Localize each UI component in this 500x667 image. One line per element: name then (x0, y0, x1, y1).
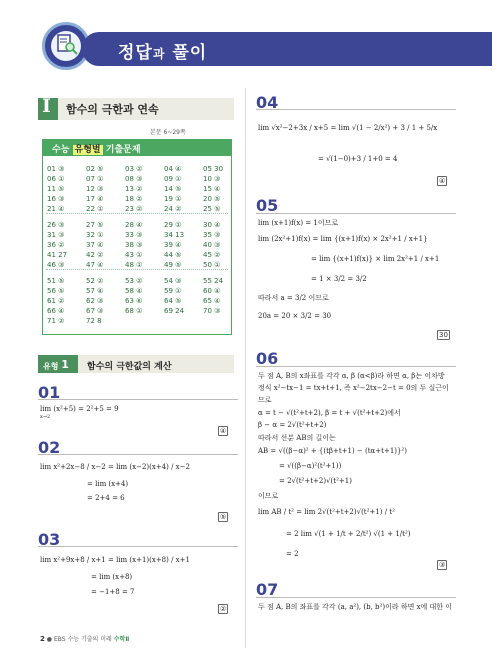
answer-cell: 07 ① (86, 175, 104, 183)
answer-cell: 48 ① (125, 261, 143, 269)
section-title: 함수의 극한과 연속 (66, 103, 159, 116)
answer-cell: 20 ⑤ (203, 195, 221, 203)
question-rule (38, 399, 238, 400)
answer-badge: 30 (439, 331, 448, 339)
answer-cell: 09 ① (164, 175, 182, 183)
answer-cell: 05 30 (203, 165, 224, 173)
answer-cell: 22 ① (86, 205, 104, 213)
question-number: 02 (38, 438, 61, 457)
answer-cell: 68 ① (125, 307, 143, 315)
page-reference: 본문 6~29쪽 (150, 129, 186, 136)
answer-cell: 19 ① (164, 195, 182, 203)
question-rule (38, 454, 238, 455)
solution-line: lim (2x²+1)f(x) = lim {(x+1)f(x) × 2x²+1 / x+1} (258, 235, 428, 243)
answer-cell: 06 ① (47, 175, 65, 183)
answer-cell: 37 ④ (86, 241, 104, 249)
answer-cell: 66 ④ (47, 307, 65, 315)
section-roman: I (42, 95, 51, 117)
answer-cell: 54 ③ (164, 277, 182, 285)
answer-cell: 50 ① (203, 261, 221, 269)
question-rule (256, 109, 456, 110)
solution-line: 두 점 A, B의 좌표를 각각 (a, a²), (b, b²)이라 하면 x에 대한 이 (258, 603, 453, 611)
answer-cell: 23 ② (125, 205, 143, 213)
solution-line: = √((β−α)²(t²+1)) (279, 462, 342, 470)
solution-line: lim x²+9x+8 / x+1 = lim (x+1)(x+8) / x+1 (40, 556, 190, 564)
answer-group-separator (46, 269, 228, 270)
answer-cell: 71 ② (47, 317, 65, 325)
solution-line: = 2 lim √(1 + 1/t + 2/t²) √(1 + 1/t²) (286, 530, 411, 538)
solution-line: = −1+8 = 7 (91, 588, 135, 596)
answer-panel-heading: 수능 유형별 기출문제 (42, 139, 232, 156)
answer-cell: 33 ③ (125, 231, 143, 239)
solution-line: lim AB / t² = lim 2√(t²+t+2)√(t²+1) / t² (258, 508, 395, 516)
answer-cell: 16 ③ (47, 195, 65, 203)
solution-line: 두 점 A, B의 x좌표를 각각 α, β (α<β)라 하면 α, β는 이차방 (258, 372, 445, 380)
solution-line: = lim {(x+1)f(x)} × lim 2x²+1 / x+1 (311, 255, 440, 263)
solution-line: lim x²+2x−8 / x−2 = lim (x−2)(x+4) / x−2 (40, 463, 190, 471)
answer-cell: 01 ③ (47, 165, 65, 173)
solution-line: = 2√(t²+t+2)√(t²+1) (279, 477, 352, 485)
answer-cell: 46 ③ (47, 261, 65, 269)
page-footer: 2 ● EBS 수능 기출의 미래 수학Ⅱ (40, 635, 130, 643)
answer-cell: 29 ① (164, 221, 182, 229)
solution-line: = lim (x+4) (87, 480, 129, 488)
answer-cell: 17 ④ (86, 195, 104, 203)
answer-cell: 24 ② (164, 205, 182, 213)
solution-line: = 2 (286, 550, 299, 558)
column-divider (245, 88, 246, 648)
solution-line: x→2 (40, 414, 51, 420)
type-tag: 유형 1 (38, 355, 78, 373)
solution-line: lim (x²+5) = 2²+5 = 9 (40, 405, 119, 413)
solution-line: = 1 × 3/2 = 3/2 (311, 275, 367, 283)
solution-line: 정식 x²−tx−1 = tx+t+1, 즉 x²−2tx−2−t = 0의 두 실근이 (258, 384, 449, 392)
question-rule (256, 597, 456, 598)
answer-cell: 62 ③ (86, 297, 104, 305)
answer-cell: 64 ⑤ (164, 297, 182, 305)
answer-cell: 14 ⑤ (164, 185, 182, 193)
answer-cell: 26 ③ (47, 221, 65, 229)
question-number: 03 (38, 530, 61, 549)
answer-badge: ④ (439, 177, 446, 185)
solution-line: 20a = 20 × 3/2 = 30 (258, 312, 332, 320)
answer-cell: 36 ② (47, 241, 65, 249)
answer-cell: 35 ③ (203, 231, 221, 239)
solution-line: lim (x+1)f(x) = 1이므로 (258, 219, 339, 227)
solution-line: α = t − √(t²+t+2), β = t + √(t²+t+2)에서 (258, 409, 401, 417)
solution-line: 따라서 a = 3/2 이므로 (258, 294, 329, 302)
answer-cell: 42 ② (86, 251, 104, 259)
answer-cell: 21 ④ (47, 205, 65, 213)
magnifier-document-icon (55, 33, 79, 57)
answer-cell: 40 ③ (203, 241, 221, 249)
answer-cell: 12 ③ (86, 185, 104, 193)
answer-cell: 70 ③ (203, 307, 221, 315)
question-number: 01 (38, 383, 61, 402)
answer-badge: ⑤ (220, 513, 227, 521)
answer-cell: 47 ④ (86, 261, 104, 269)
answer-cell: 56 ⑤ (47, 287, 65, 295)
answer-cell: 31 ③ (47, 231, 65, 239)
answer-cell: 63 ⑥ (125, 297, 143, 305)
answer-cell: 52 ② (86, 277, 104, 285)
answer-cell: 03 ② (125, 165, 143, 173)
solution-line: = lim (x+8) (91, 573, 133, 581)
answer-cell: 25 ⑤ (203, 205, 221, 213)
answer-cell: 65 ④ (203, 297, 221, 305)
answer-cell: 34 13 (164, 231, 185, 239)
answer-cell: 43 ① (125, 251, 143, 259)
answer-cell: 67 ③ (86, 307, 104, 315)
answer-cell: 39 ④ (164, 241, 182, 249)
solution-line: 므로 (258, 396, 272, 404)
answer-cell: 53 ② (125, 277, 143, 285)
answer-cell: 49 ⑤ (164, 261, 182, 269)
answer-cell: 28 ④ (125, 221, 143, 229)
answer-cell: 41 27 (47, 251, 68, 259)
answer-cell: 11 ⑤ (47, 185, 65, 193)
answer-cell: 44 ⑤ (164, 251, 182, 259)
answer-cell: 38 ③ (125, 241, 143, 249)
solution-line: = 2+4 = 6 (87, 494, 125, 502)
answer-cell: 02 ⑤ (86, 165, 104, 173)
question-rule (256, 366, 456, 367)
answer-cell: 55 24 (203, 277, 224, 285)
answer-cell: 45 ② (203, 251, 221, 259)
answer-cell: 32 ① (86, 231, 104, 239)
answer-cell: 59 ① (164, 287, 182, 295)
solution-line: 따라서 선분 AB의 길이는 (258, 434, 336, 442)
answer-cell: 04 ④ (164, 165, 182, 173)
question-rule (256, 213, 456, 214)
answer-badge: ③ (439, 561, 446, 569)
answer-cell: 08 ③ (125, 175, 143, 183)
answer-cell: 18 ② (125, 195, 143, 203)
answer-cell: 58 ④ (125, 287, 143, 295)
solution-line: lim √x²−2+3x / x+5 = lim √(1 − 2/x²) + 3 / 1 + 5/x (258, 124, 438, 132)
question-rule (38, 546, 238, 547)
answer-cell: 10 ③ (203, 175, 221, 183)
answer-cell: 51 ⑤ (47, 277, 65, 285)
answer-cell: 61 ② (47, 297, 65, 305)
answer-cell: 13 ② (125, 185, 143, 193)
type-title: 함수의 극한값의 계산 (87, 362, 172, 372)
answer-badge: ② (220, 605, 227, 613)
answer-cell: 72 8 (86, 317, 102, 325)
answer-cell: 69 24 (164, 307, 185, 315)
answer-cell: 30 ④ (203, 221, 221, 229)
question-number: 05 (256, 196, 279, 215)
page-title: 정답과 풀이 (118, 43, 208, 63)
question-number: 04 (256, 93, 279, 112)
solution-line: AB = √((β−α)² + {(tβ+t+1) − (tα+t+1)}²) (258, 447, 408, 455)
answer-cell: 60 ④ (203, 287, 221, 295)
answer-cell: 57 ④ (86, 287, 104, 295)
answer-group-separator (46, 213, 228, 214)
question-number: 07 (256, 580, 279, 599)
question-number: 06 (256, 349, 279, 368)
solution-line: β − α = 2√(t²+t+2) (258, 421, 327, 429)
answer-cell: 15 ④ (203, 185, 221, 193)
answer-badge: ④ (220, 427, 227, 435)
solution-line: 이므로 (258, 492, 279, 500)
solution-line: = √(1−0)+3 / 1+0 = 4 (318, 155, 398, 163)
answer-cell: 27 ⑤ (86, 221, 104, 229)
